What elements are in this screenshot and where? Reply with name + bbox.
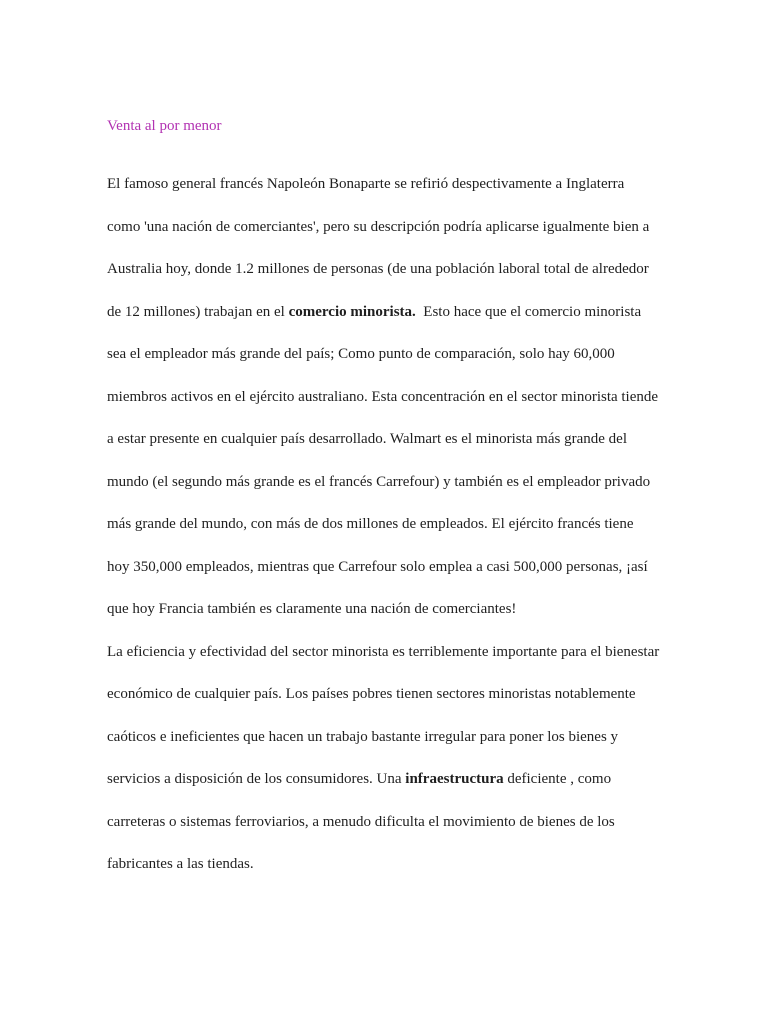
- text-segment: servicios a disposición de los consumidores. Una: [107, 771, 406, 787]
- text-line: sea el empleador más grande del país; Como punto de comparación, solo hay 60,000: [107, 346, 615, 362]
- text-line-with-bold: [107, 758, 667, 801]
- paragraph-napoleon: [107, 163, 667, 631]
- text-line-with-bold: [107, 291, 667, 334]
- text-line: Australia hoy, donde 1.2 millones de personas (de una población laboral total de alrededor: [107, 261, 649, 277]
- text-line: que hoy Francia también es claramente una nación de comerciantes!: [107, 601, 517, 617]
- text-line: miembros activos en el ejército australiano. Esta concentración en el sector minorista tiende: [107, 388, 659, 405]
- paragraph-eficiencia: [107, 631, 667, 886]
- document-page: [107, 113, 667, 886]
- text-segment: Esto hace que el comercio minorista: [415, 303, 642, 320]
- text-line: El famoso general francés Napoleón Bonaparte se refirió despectivamente a Inglaterra: [107, 176, 625, 192]
- text-line: mundo (el segundo más grande es el francés Carrefour) y también es el empleador privado: [107, 473, 651, 490]
- text-line: más grande del mundo, con más de dos millones de empleados. El ejército francés tiene: [107, 516, 634, 532]
- text-line: caóticos e ineficientes que hacen un trabajo bastante irregular para poner los bienes y: [107, 728, 619, 745]
- document-heading: Venta al por menor: [107, 118, 222, 134]
- text-line: a estar presente en cualquier país desarrollado. Walmart es el minorista más grande del: [107, 431, 627, 447]
- text-segment: de 12 millones) trabajan en el: [107, 303, 289, 320]
- text-line: como 'una nación de comerciantes', pero su descripción podría aplicarse igualmente bien a: [107, 218, 650, 235]
- text-line: fabricantes a las tiendas.: [107, 856, 254, 872]
- bold-term-comercio-minorista: comercio minorista.: [288, 303, 416, 320]
- bold-term-infraestructura: infraestructura: [405, 771, 504, 787]
- text-line: carreteras o sistemas ferroviarios, a menudo dificulta el movimiento de bienes de los: [107, 813, 615, 830]
- text-segment: deficiente , como: [503, 771, 612, 787]
- text-line: hoy 350,000 empleados, mientras que Carrefour solo emplea a casi 500,000 personas, ¡así: [107, 558, 648, 575]
- text-line: La eficiencia y efectividad del sector minorista es terriblemente importante para el bienestar: [107, 643, 660, 660]
- text-line: económico de cualquier país. Los países pobres tienen sectores minoristas notablemente: [107, 686, 636, 702]
